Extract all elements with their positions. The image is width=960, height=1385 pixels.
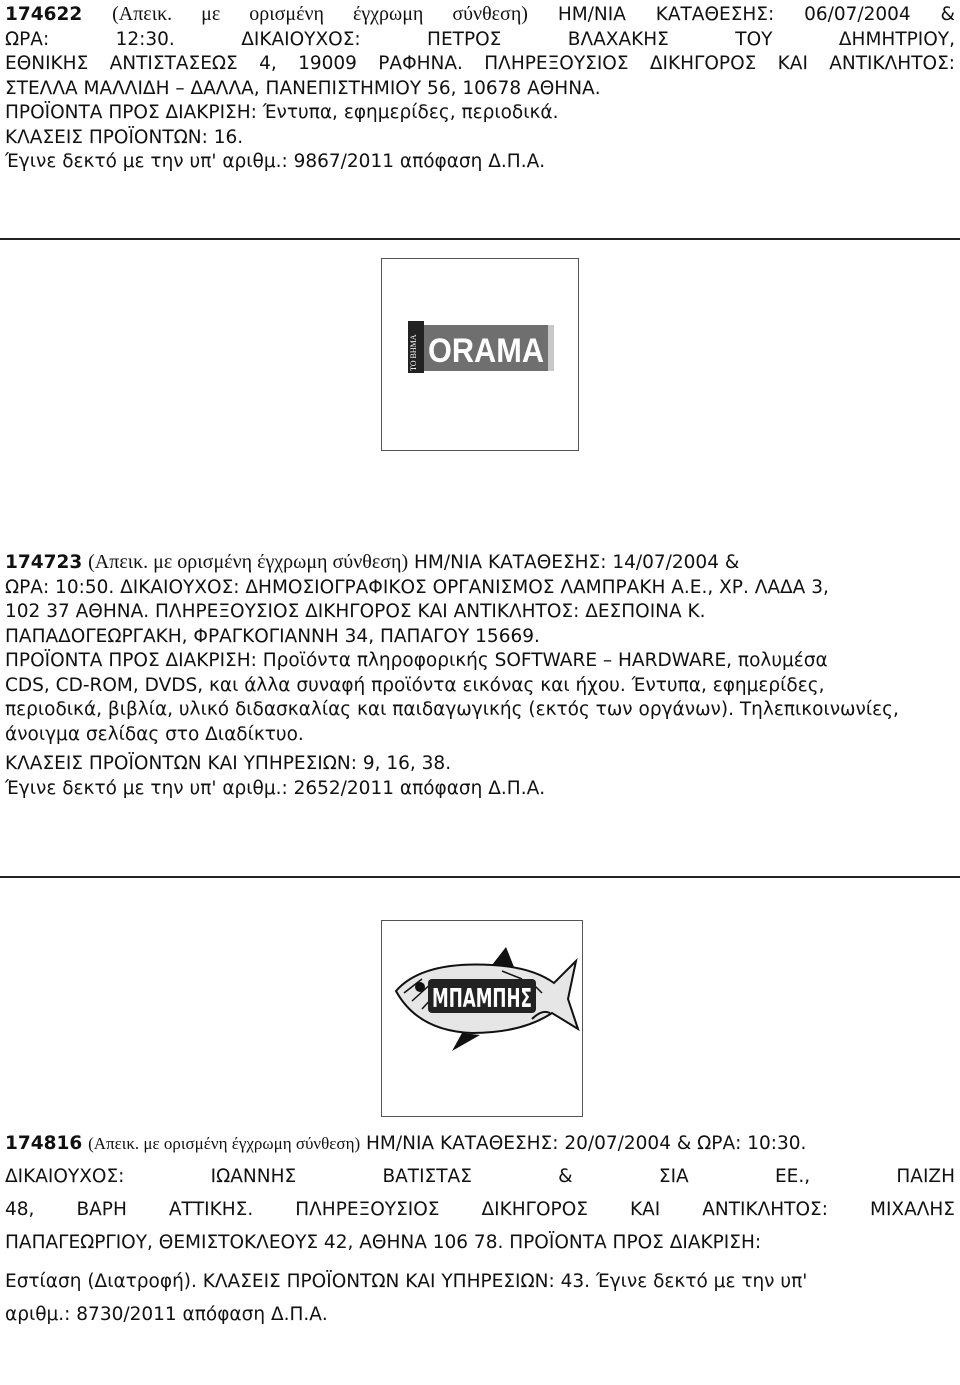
entry-line bbox=[5, 550, 955, 576]
bambis-word: ΜΠΑΜΠΗΣ bbox=[432, 984, 532, 1014]
entry-line: ΩΡΑ: 12:30. ΔΙΚΑΙΟΥΧΟΣ: ΠΕΤΡΟΣ ΒΛΑΧΑΚΗΣ ΤΟΥ ΔΗΜΗΤΡΙΟΥ, bbox=[5, 28, 955, 50]
entry-line: ΚΛΑΣΕΙΣ ΠΡΟΪΟΝΤΩΝ: 16. bbox=[5, 126, 244, 148]
entry-line: άνοιγμα σελίδας στο Διαδίκτυο. bbox=[5, 723, 304, 745]
trademark-image-bambis bbox=[381, 920, 583, 1117]
entry-line: Έγινε δεκτό με την υπ' αριθμ.: 9867/2011 απόφαση Δ.Π.Α. bbox=[5, 151, 546, 172]
application-number: 174723 bbox=[5, 552, 83, 573]
entry-line: ΔΙΚΑΙΟΥΧΟΣ: ΙΩΑΝΝΗΣ ΒΑΤΙΣΤΑΣ & ΣΙΑ ΕΕ., ΠΑΙΖΗ bbox=[5, 1166, 955, 1187]
entry-line: Έγινε δεκτό με την υπ' αριθμ.: 2652/2011 απόφαση Δ.Π.Α. bbox=[5, 777, 546, 799]
filing-date: ΗΜ/ΝΙΑ ΚΑΤΑΘΕΣΗΣ: 14/07/2004 & bbox=[414, 552, 740, 573]
orama-word: ORAMA bbox=[428, 332, 544, 370]
fish-logo bbox=[382, 921, 582, 1116]
entry-174622 bbox=[5, 2, 955, 175]
separator-rule bbox=[0, 238, 960, 240]
entry-line: αριθμ.: 8730/2011 απόφαση Δ.Π.Α. bbox=[5, 1304, 328, 1325]
entry-line: ΣΤΕΛΛΑ ΜΑΛΛΙΔΗ – ΔΑΛΛΑ, ΠΑΝΕΠΙΣΤΗΜΙΟΥ 56, 10678 ΑΘΗΝΑ. bbox=[5, 77, 601, 99]
entry-174723 bbox=[5, 550, 955, 801]
entry-line: ΠΑΠΑΔΟΓΕΩΡΓΑΚΗ, ΦΡΑΓΚΟΓΙΑΝΝΗ 34, ΠΑΠΑΓΟΥ 15669. bbox=[5, 625, 540, 647]
entry-line: CDS, CD-ROM, DVDS, και άλλα συναφή προϊόντα εικόνας και ήχου. Έντυπα, εφημερίδες, bbox=[5, 674, 825, 696]
entry-line: ΩΡΑ: 10:50. ΔΙΚΑΙΟΥΧΟΣ: ΔΗΜΟΣΙΟΓΡΑΦΙΚΟΣ ΟΡΓΑΝΙΣΜΟΣ ΛΑΜΠΡΑΚΗ Α.Ε., ΧΡ. ΛΑΔΑ 3, bbox=[5, 576, 829, 598]
application-number: 174816 bbox=[5, 1133, 83, 1154]
entry-174816 bbox=[5, 1127, 955, 1331]
separator-rule bbox=[0, 876, 960, 878]
trademark-image-orama bbox=[381, 258, 579, 451]
filing-date: ΗΜ/ΝΙΑ ΚΑΤΑΘΕΣΗΣ: 06/07/2004 & bbox=[557, 4, 955, 25]
entry-line: ΠΡΟΪΟΝΤΑ ΠΡΟΣ ΔΙΑΚΡΙΣΗ: Έντυπα, εφημερίδες, περιοδικά. bbox=[5, 102, 559, 123]
orama-logo bbox=[382, 259, 578, 450]
entry-line: ΠΑΠΑΓΕΩΡΓΙΟΥ, ΘΕΜΙΣΤΟΚΛΕΟΥΣ 42, ΑΘΗΝΑ 106 78. ΠΡΟΪΟΝΤΑ ΠΡΟΣ ΔΙΑΚΡΙΣΗ: bbox=[5, 1232, 762, 1253]
entry-line: ΠΡΟΪΟΝΤΑ ΠΡΟΣ ΔΙΑΚΡΙΣΗ: Προϊόντα πληροφορικής SOFTWARE – HARDWARE, πολυμέσα bbox=[5, 650, 828, 671]
filing-date: ΗΜ/ΝΙΑ ΚΑΤΑΘΕΣΗΣ: 20/07/2004 & ΩΡΑ: 10:30. bbox=[366, 1133, 807, 1154]
entry-line: ΚΛΑΣΕΙΣ ΠΡΟΪΟΝΤΩΝ ΚΑΙ ΥΠΗΡΕΣΙΩΝ: 9, 16, 38. bbox=[5, 753, 452, 774]
entry-line: ΕΘΝΙΚΗΣ ΑΝΤΙΣΤΑΣΕΩΣ 4, 19009 ΡΑΦΗΝΑ. ΠΛΗΡΕΞΟΥΣΙΟΣ ΔΙΚΗΓΟΡΟΣ ΚΑΙ ΑΝΤΙΚΛΗΤΟΣ: bbox=[5, 53, 955, 74]
entry-line: περιοδικά, βιβλία, υλικό διδασκαλίας και παιδαγωγικής (εκτός των οργάνων). Τηλεπικοινωνίες, bbox=[5, 699, 899, 720]
depiction-note: (Απεικ. με ορισμένη έγχρωμη σύνθεση) bbox=[112, 3, 528, 25]
entry-line: Εστίαση (Διατροφή). ΚΛΑΣΕΙΣ ΠΡΟΪΟΝΤΩΝ ΚΑΙ ΥΠΗΡΕΣΙΩΝ: 43. Έγινε δεκτό με την υπ' bbox=[5, 1271, 808, 1292]
entry-line bbox=[5, 2, 955, 28]
entry-line: 48, ΒΑΡΗ ΑΤΤΙΚΗΣ. ΠΛΗΡΕΞΟΥΣΙΟΣ ΔΙΚΗΓΟΡΟΣ ΚΑΙ ΑΝΤΙΚΛΗΤΟΣ: ΜΙΧΑΛΗΣ bbox=[5, 1199, 955, 1220]
application-number: 174622 bbox=[5, 4, 83, 25]
entry-line: 102 37 ΑΘΗΝΑ. ΠΛΗΡΕΞΟΥΣΙΟΣ ΔΙΚΗΓΟΡΟΣ ΚΑΙ ΑΝΤΙΚΛΗΤΟΣ: ΔΕΣΠΟΙΝΑ Κ. bbox=[5, 601, 706, 622]
depiction-note: (Απεικ. με ορισμένη έγχρωμη σύνθεση) bbox=[88, 1134, 361, 1153]
orama-side-text: ΤΟ ΒΗΜΑ bbox=[409, 334, 418, 371]
entry-line bbox=[5, 1127, 955, 1160]
depiction-note: (Απεικ. με ορισμένη έγχρωμη σύνθεση) bbox=[88, 551, 409, 573]
